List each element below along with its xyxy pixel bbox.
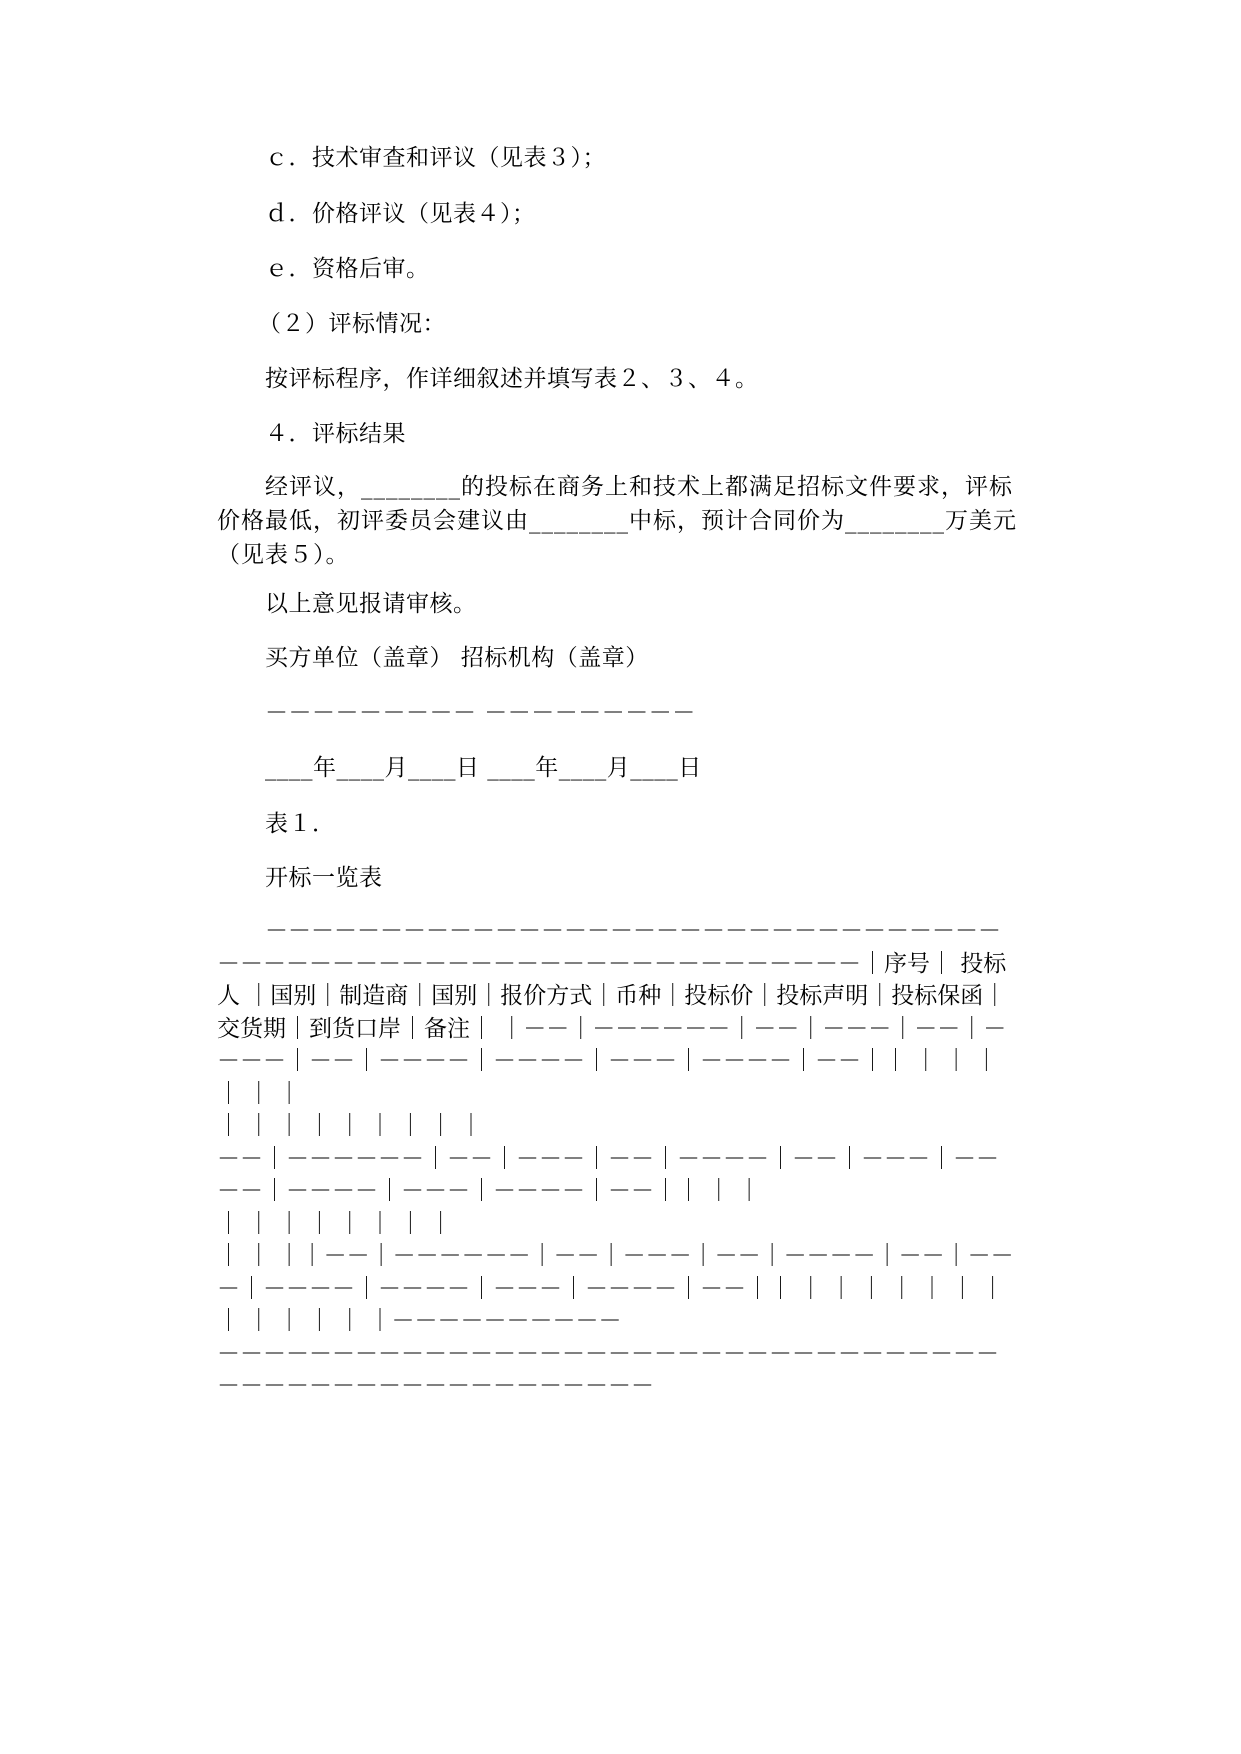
signature-rule-line: －－－－－－－－－ －－－－－－－－－ [265, 700, 696, 726]
section-evaluation-result: ４．评标结果 [265, 421, 406, 447]
item-e-qualification-review: ｅ．资格后审。 [265, 256, 430, 282]
section-evaluation-status: （２）评标情况： [258, 311, 446, 337]
evaluation-procedure-text: 按评标程序，作详细叙述并填写表２、３、４。 [265, 366, 759, 392]
submit-for-review-text: 以上意见报请审核。 [265, 591, 477, 617]
table-1-label: 表１． [265, 811, 336, 837]
item-d-price-review: ｄ．价格评议（见表４）； [265, 201, 536, 227]
item-c-technical-review: ｃ．技术审查和评议（见表３）； [265, 145, 606, 171]
bid-opening-table-text: －－－－－－－－－－－－－－－－－－－－－－－－－－－－－－－－－－－－－－－－－－－－－－－－－－－－－－－－－－－－｜序号｜ 投标人 ｜国别｜制造商｜国别｜报价方式｜币种｜投标价｜投标声明｜投标保函｜交货期｜到货口岸｜备注｜ ｜－－｜－－－－－－｜－－｜－－－｜－－｜－－－－｜－－｜－－－－｜－－－－｜－－－｜－－－－｜－－｜｜ ｜ ｜ ｜ ｜ ｜ ｜ ｜ ｜ ｜ ｜ ｜ ｜ ｜ ｜ ｜ －－｜－－－－－－｜－－｜－－－｜－－｜－－－－｜－－｜－－－｜－－－－｜－－－－｜－－－｜－－－－｜－－｜｜ ｜ ｜ ｜ ｜ ｜ ｜ ｜ ｜ ｜ ｜ ｜ ｜ ｜｜－－｜－－－－－－｜－－｜－－－｜－－｜－－－－｜－－｜－－－｜－－－－｜－－－－｜－－－｜－－－－｜－－｜｜ ｜ ｜ ｜ ｜ ｜ ｜ ｜ ｜ ｜ ｜ ｜ ｜ ｜－－－－－－－－－－ －－－－－－－－－－－－－－－－－－－－－－－－－－－－－－－－－－－－－－－－－－－－－－－－－－－－－ [217, 918, 1014, 1399]
date-line: ____年____月____日 ____年____月____日 [265, 755, 702, 781]
signature-units-line: 买方单位（盖章） 招标机构（盖章） [265, 645, 649, 671]
bid-opening-table-title: 开标一览表 [265, 865, 383, 891]
evaluation-result-paragraph: 经评议，________的投标在商务上和技术上都满足招标文件要求，评标价格最低，初评委员会建议由________中标，预计合同价为________万美元（见表５）。 [217, 474, 1017, 568]
